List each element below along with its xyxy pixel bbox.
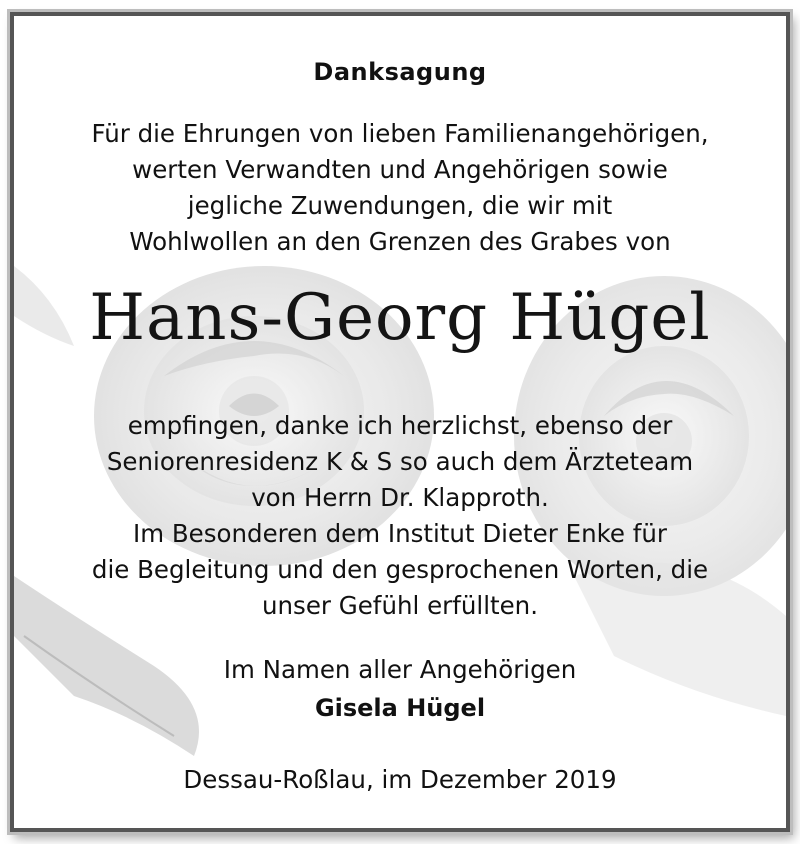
thanks-line: die Begleitung und den gesprochenen Worten, die [91,555,709,584]
signer-name: Gisela Hügel [314,694,486,722]
thanks-line: unser Gefühl erfüllten. [262,591,538,620]
intro-line: werten Verwandten und Angehörigen sowie [132,155,668,184]
place-and-date: Dessau-Roßlau, im Dezember 2019 [183,765,617,794]
thanks-paragraph [14,408,786,624]
intro-line: Für die Ehrungen von lieben Familienangehörigen, [91,119,709,148]
thanks-line: von Herrn Dr. Klapproth. [251,483,549,512]
obituary-card [10,12,790,832]
intro-paragraph [14,116,786,260]
thanks-line: Im Besonderen dem Institut Dieter Enke für [132,519,668,548]
intro-line: Wohlwollen an den Grenzen des Grabes von [129,227,671,256]
intro-line: jegliche Zuwendungen, die wir mit [187,191,613,220]
deceased-name: Hans-Georg Hügel [89,281,711,355]
closing-line: Im Namen aller Angehörigen [223,655,577,684]
thanks-line: Seniorenresidenz K & S so auch dem Ärzteteam [106,447,694,476]
thanks-line: empfingen, danke ich herzlichst, ebenso der [127,411,673,440]
heading: Danksagung [313,58,487,86]
obituary-text [14,16,786,828]
